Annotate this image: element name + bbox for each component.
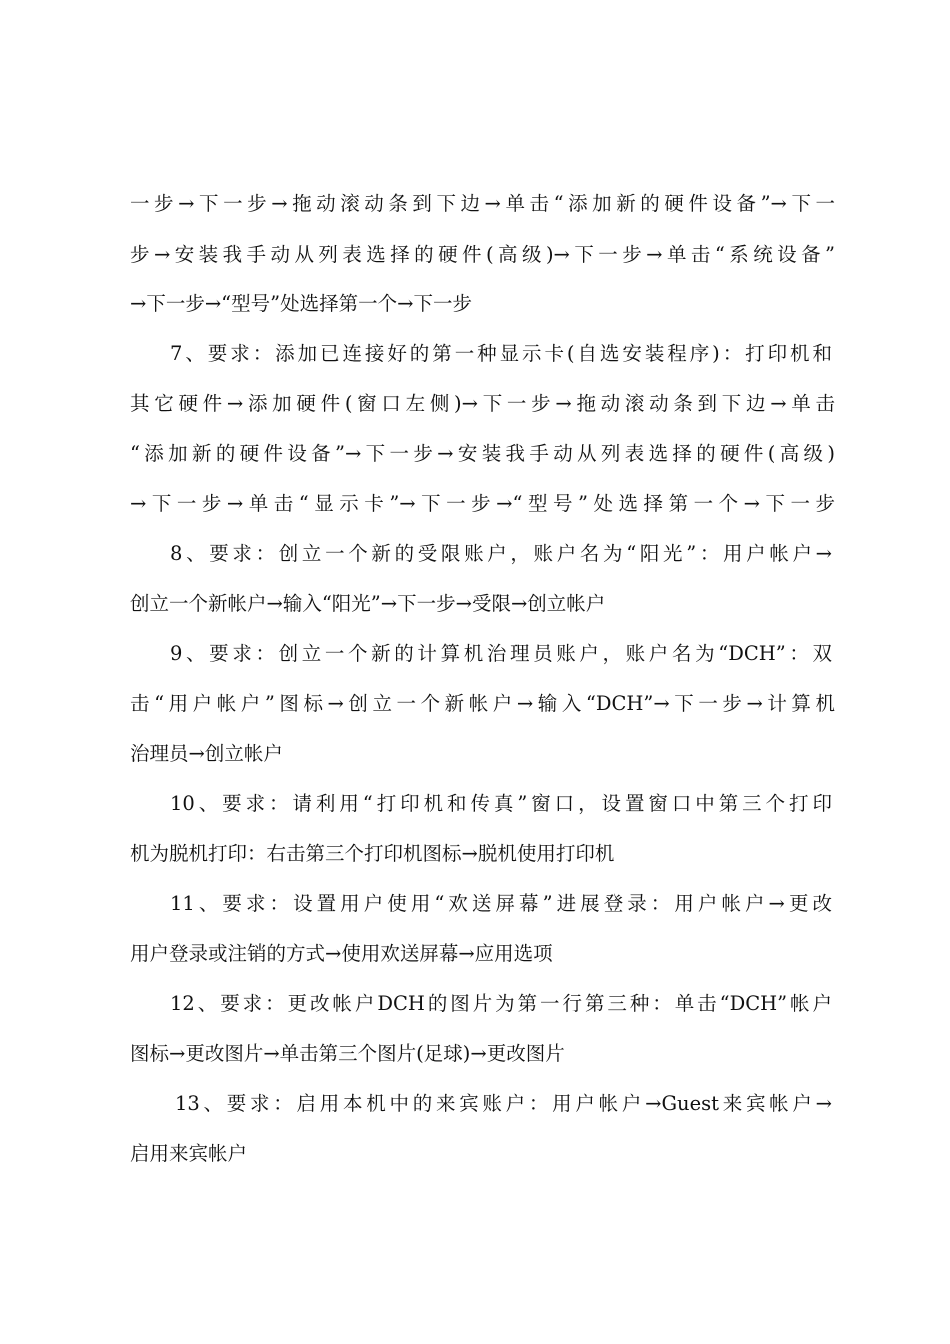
- text-line: 用户登录或注销的方式→使用欢送屏幕→应用选项: [130, 942, 553, 965]
- text-line: 启用来宾帐户: [130, 1142, 248, 1165]
- text-line: 机为脱机打印：右击第三个打印机图标→脱机使用打印机: [130, 842, 615, 865]
- paragraph-9-line: 9、要求：创立一个新的计算机治理员账户，账户名为“DCH”：双: [170, 642, 832, 665]
- text-line: 其它硬件→添加硬件(窗口左侧)→下一步→拖动滚动条到下边→单击: [130, 392, 835, 415]
- paragraph-10-line: 10、要求：请利用“打印机和传真”窗口，设置窗口中第三个打印: [170, 792, 832, 815]
- text-line: 步→安装我手动从列表选择的硬件(高级)→下一步→单击“系统设备”: [130, 243, 835, 266]
- text-line: 创立一个新帐户→输入“阳光”→下一步→受限→创立帐户: [130, 592, 606, 615]
- paragraph-8-line: 8、要求：创立一个新的受限账户，账户名为“阳光”：用户帐户→: [170, 542, 832, 565]
- paragraph-13-line: 13、要求：启用本机中的来宾账户：用户帐户→Guest来宾帐户→: [175, 1092, 832, 1115]
- text-line: 治理员→创立帐户: [130, 742, 283, 765]
- text-line: 击“用户帐户”图标→创立一个新帐户→输入“DCH”→下一步→计算机: [130, 692, 835, 715]
- text-line: →下一步→“型号”处选择第一个→下一步: [130, 292, 472, 315]
- paragraph-12-line: 12、要求：更改帐户DCH的图片为第一行第三种：单击“DCH”帐户: [170, 992, 832, 1015]
- paragraph-7-line: 7、要求：添加已连接好的第一种显示卡(自选安装程序)：打印机和: [170, 342, 832, 365]
- text-line: →下一步→单击“显示卡”→下一步→“型号”处选择第一个→下一步: [130, 492, 835, 515]
- text-line: 图标→更改图片→单击第三个图片(足球)→更改图片: [130, 1042, 565, 1065]
- text-line: 一步→下一步→拖动滚动条到下边→单击“添加新的硬件设备”→下一: [130, 192, 835, 215]
- text-line: “添加新的硬件设备”→下一步→安装我手动从列表选择的硬件(高级): [130, 442, 835, 465]
- paragraph-11-line: 11、要求：设置用户使用“欢送屏幕”进展登录：用户帐户→更改: [170, 892, 832, 915]
